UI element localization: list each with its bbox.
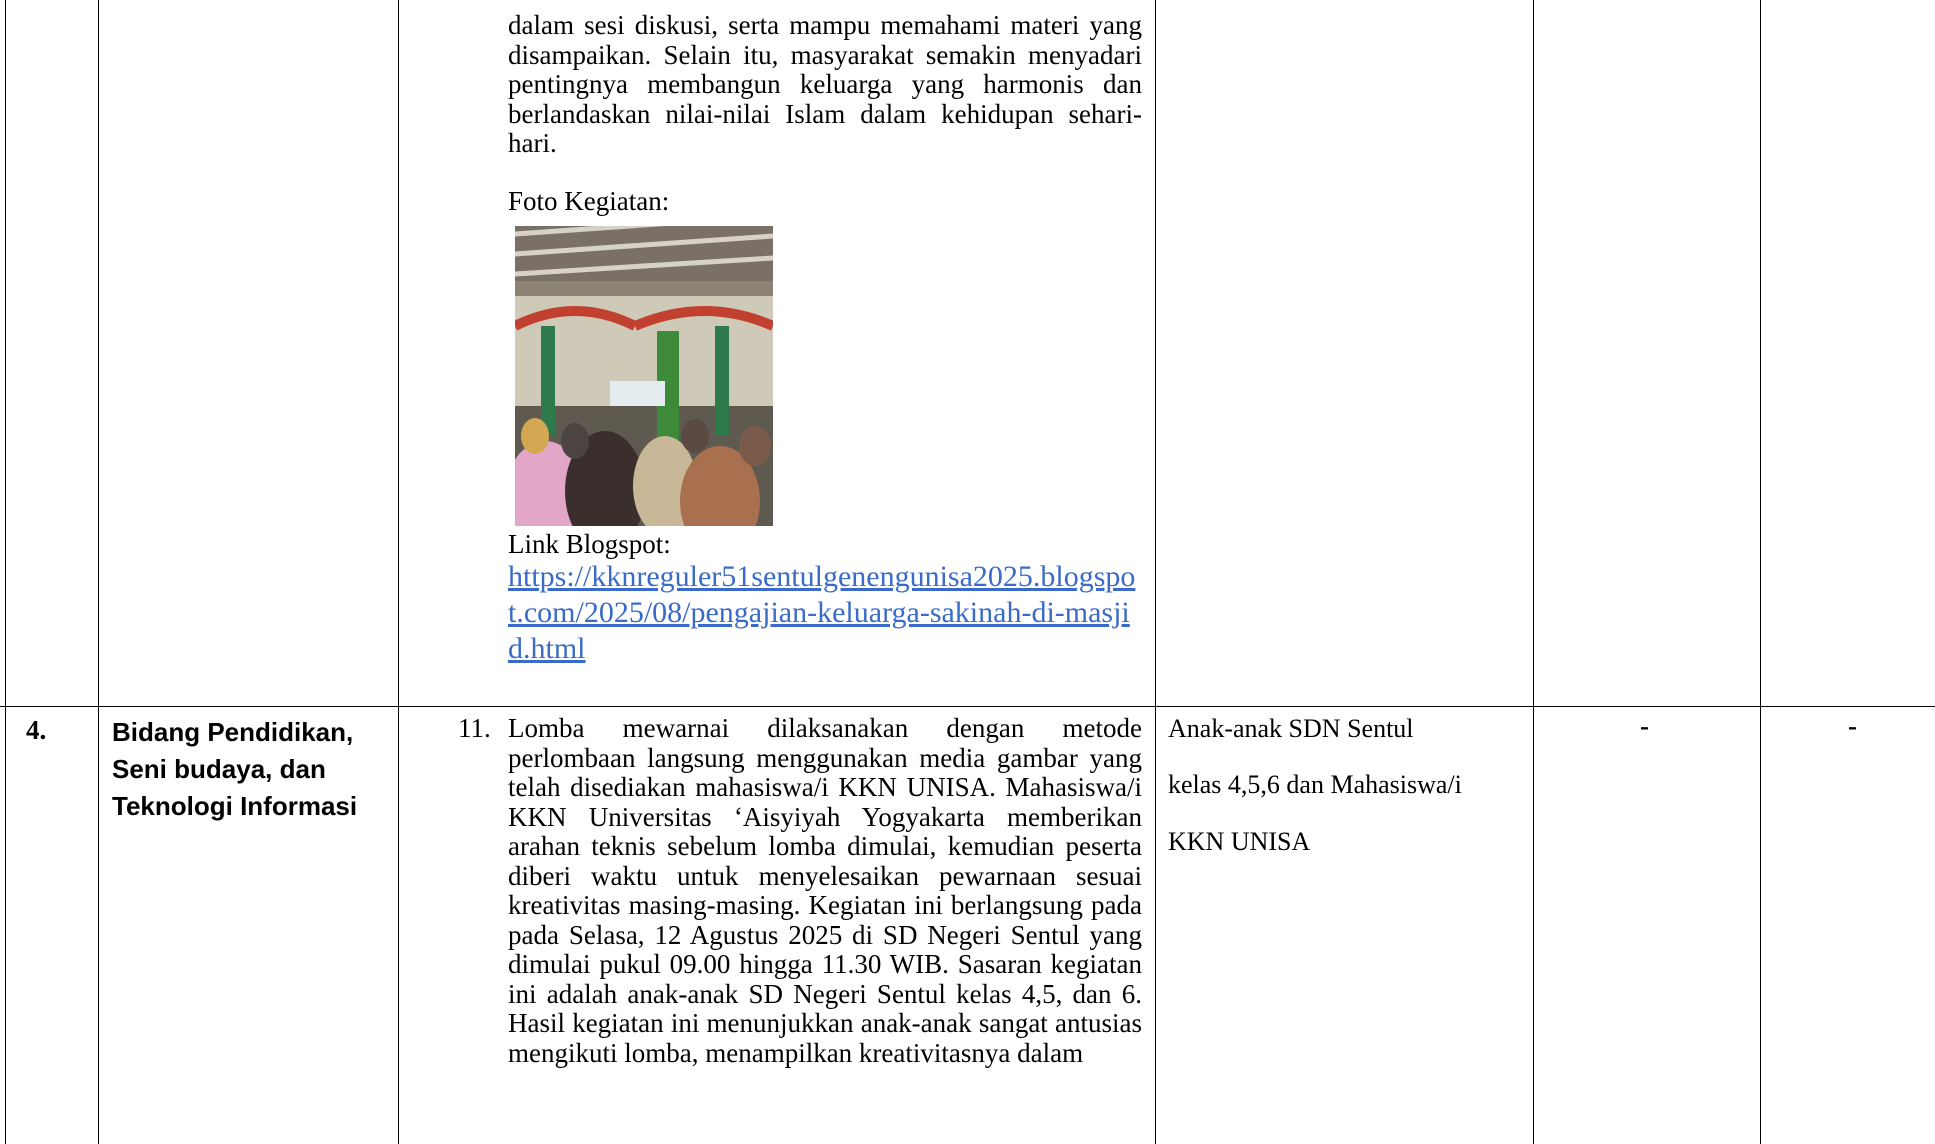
column-divider-4 <box>1533 0 1534 1144</box>
photo-label: Foto Kegiatan: <box>508 186 670 216</box>
target-line-3: KKN UNISA <box>1168 827 1311 856</box>
table-border-left <box>5 0 6 1144</box>
activity-result-paragraph: dalam sesi diskusi, serta mampu memahami materi yang disampaikan. Selain itu, masyarakat semakin menyadari pentingnya membangun keluarga yang harmonis dan berlandaskan nilai-nilai Islam dalam kehidupan sehari-hari. <box>508 10 1142 158</box>
column-5-value: - <box>1640 711 1649 741</box>
column-divider-3 <box>1155 0 1156 1144</box>
item-number: 11. <box>458 713 491 743</box>
column-6-value: - <box>1848 711 1857 741</box>
column-divider-2 <box>398 0 399 1144</box>
activity-description: Lomba mewarnai dilaksanakan dengan metode perlombaan langsung menggunakan media gambar yang telah disediakan mahasiswa/i KKN UNISA. Mahasiswa/i KKN Universitas ‘Aisyiyah Yogyakarta memberikan arahan teknis sebelum lomba dimulai, kemudian peserta diberi waktu untuk menyelesaikan pewarnaan sesuai kreativitas masing-masing. Kegiatan ini berlangsung pada pada Selasa, 12 Agustus 2025 di SD Negeri Sentul yang dimulai pukul 09.00 hingga 11.30 WIB. Sasaran kegiatan ini adalah anak-anak SD Negeri Sentul kelas 4,5, dan 6. Hasil kegiatan ini menunjukkan anak-anak sangat antusias mengikuti lomba, menampilkan kreativitasnya dalam <box>508 714 1142 1068</box>
target-line-1: Anak-anak SDN Sentul <box>1168 714 1414 743</box>
activity-photo <box>515 226 773 526</box>
row-divider <box>0 706 1935 707</box>
column-divider-5 <box>1760 0 1761 1144</box>
blogspot-label: Link Blogspot: <box>508 529 671 559</box>
column-divider-1 <box>98 0 99 1144</box>
row-number: 4. <box>26 715 47 745</box>
field-name: Bidang Pendidikan, Seni budaya, dan Teknologi Informasi <box>112 717 358 821</box>
target-line-2: kelas 4,5,6 dan Mahasiswa/i <box>1168 770 1462 799</box>
mosque-gathering-photo <box>515 226 773 526</box>
blogspot-link[interactable]: https://kknreguler51sentulgenengunisa2025.blogspot.com/2025/08/pengajian-keluarga-sakinah-di-masjid.html <box>508 560 1136 665</box>
